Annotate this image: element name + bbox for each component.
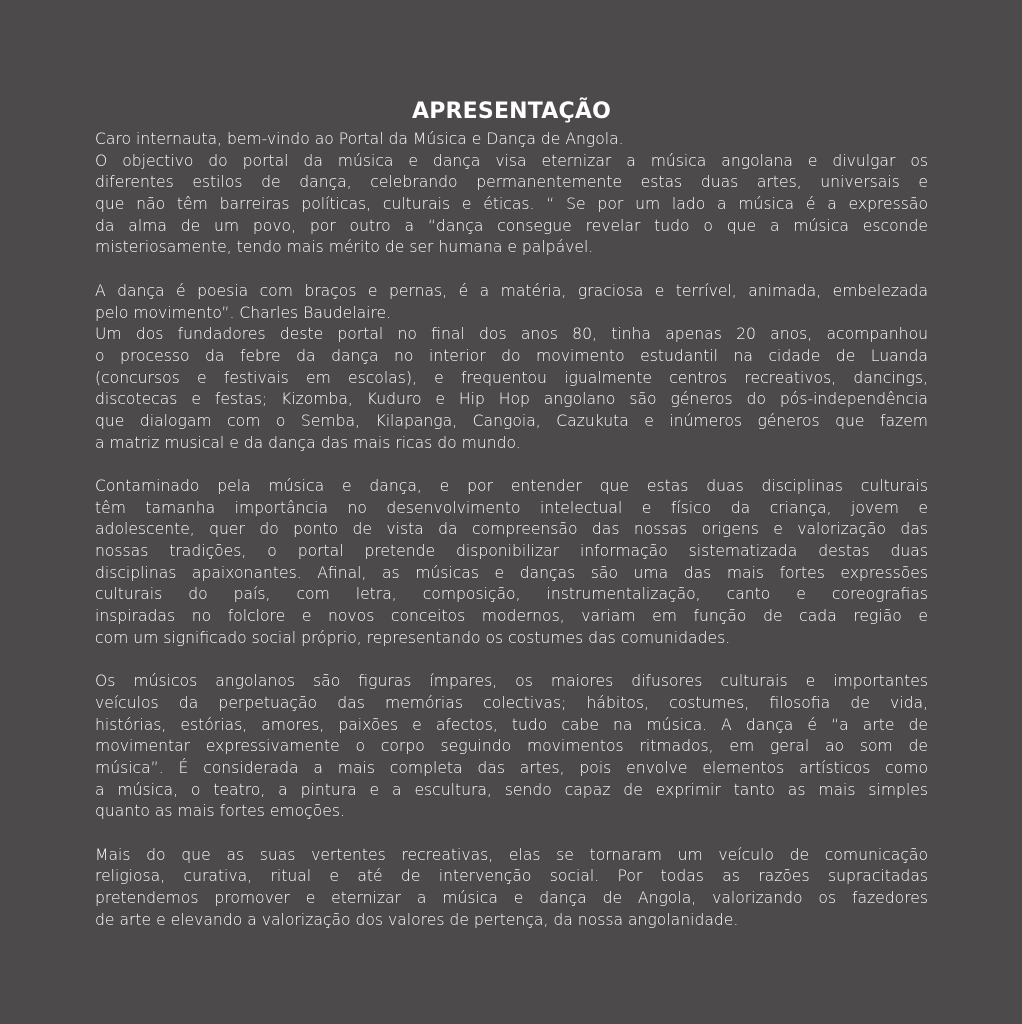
text-line: O objectivo do portal da música e dança visa eternizar a música angolana e divulgar os: [95, 151, 928, 170]
text-line: movimentar expressivamente o corpo seguindo movimentos ritmados, em geral ao som de: [95, 737, 928, 756]
text-line: da alma de um povo, por outro a “dança consegue revelar tudo o que a música esconde: [95, 216, 928, 235]
text-line: têm tamanha importância no desenvolvimento intelectual e físico da criança, jovem e: [95, 498, 928, 517]
paragraph-5: [95, 845, 928, 932]
text-line: pelo movimento”. Charles Baudelaire.: [95, 303, 392, 322]
text-line: nossas tradições, o portal pretende disponibilizar informação sistematizada destas duas: [95, 542, 928, 561]
text-line: que não têm barreiras políticas, culturais e éticas. “ Se por um lado a música é a expressão: [95, 195, 928, 214]
text-line: discotecas e festas; Kizomba, Kuduro e Hip Hop angolano são géneros do pós-independência: [95, 390, 928, 409]
body-text: [95, 129, 928, 931]
paragraph-4: [95, 671, 928, 823]
text-line: Caro internauta, bem-vindo ao Portal da Música e Dança de Angola.: [95, 130, 624, 148]
text-line: (concursos e festivais em escolas), e frequentou igualmente centros recreativos, dancings,: [95, 368, 928, 387]
text-line: Mais do que as suas vertentes recreativas, elas se tornaram um veículo de comunicação: [95, 845, 928, 864]
text-line: Um dos fundadores deste portal no final dos anos 80, tinha apenas 20 anos, acompanhou: [95, 325, 928, 344]
text-line: histórias, estórias, amores, paixões e afectos, tudo cabe na música. A dança é “a arte de: [95, 715, 928, 734]
text-line: misteriosamente, tendo mais mérito de ser humana e palpável.: [95, 238, 594, 257]
text-line: adolescente, quer do ponto de vista da compreensão das nossas origens e valorização das: [95, 520, 928, 539]
text-line: diferentes estilos de dança, celebrando permanentemente estas duas artes, universais e: [95, 173, 928, 192]
text-line: religiosa, curativa, ritual e até de intervenção social. Por todas as razões supracitadas: [95, 867, 928, 886]
page-title: APRESENTAÇÃO: [411, 99, 611, 124]
text-line: Contaminado pela música e dança, e por entender que estas duas disciplinas culturais: [95, 477, 928, 495]
text-line: pretendemos promover e eternizar a música e dança de Angola, valorizando os fazedores: [95, 889, 928, 908]
text-line: quanto as mais fortes emoções.: [95, 802, 345, 821]
text-line: culturais do país, com letra, composição, instrumentalização, canto e coreografias: [95, 585, 928, 604]
text-line: veículos da perpetuação das memórias colectivas; hábitos, costumes, filosofia de vida,: [95, 693, 928, 712]
text-line: a matriz musical e da dança das mais ricas do mundo.: [95, 433, 521, 452]
text-line: com um significado social próprio, representando os costumes das comunidades.: [95, 628, 731, 647]
presentation-document: [95, 97, 928, 953]
paragraph-1: [95, 129, 928, 259]
text-line: a música, o teatro, a pintura e a escultura, sendo capaz de exprimir tanto as mais simples: [95, 780, 928, 799]
text-line: música”. É considerada a mais completa das artes, pois envolve elementos artísticos como: [95, 758, 928, 777]
text-line: inspiradas no folclore e novos conceitos modernos, variam em função de cada região e: [95, 607, 928, 626]
text-line: que dialogam com o Semba, Kilapanga, Cangoia, Cazukuta e inúmeros géneros que fazem: [95, 411, 928, 430]
text-line: Os músicos angolanos são figuras ímpares, os maiores difusores culturais e importantes: [95, 672, 928, 691]
text-line: A dança é poesia com braços e pernas, é a matéria, graciosa e terrível, animada, embelezada: [95, 281, 928, 300]
paragraph-2: [95, 281, 928, 455]
text-line: de arte e elevando a valorização dos valores de pertença, da nossa angolanidade.: [95, 910, 739, 929]
text-line: disciplinas apaixonantes. Afinal, as músicas e danças são uma das mais fortes expressões: [95, 563, 928, 582]
text-line: o processo da febre da dança no interior do movimento estudantil na cidade de Luanda: [95, 346, 928, 365]
paragraph-3: [95, 476, 928, 650]
